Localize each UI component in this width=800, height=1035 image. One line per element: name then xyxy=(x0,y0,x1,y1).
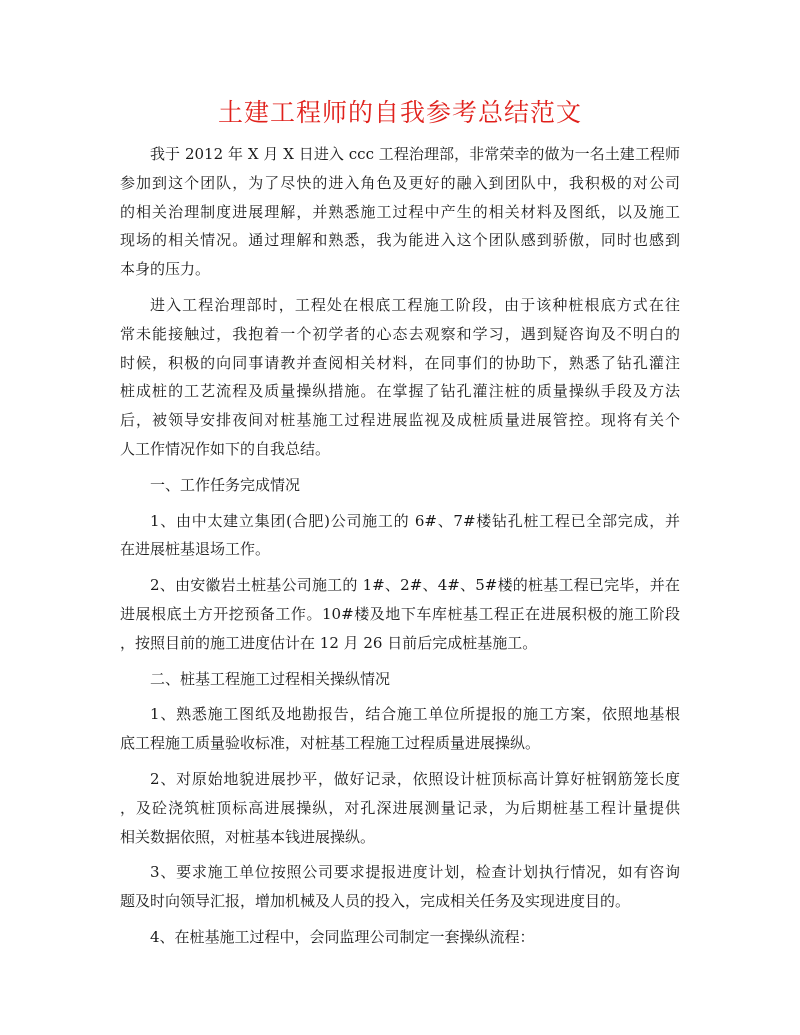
document-body xyxy=(120,140,680,952)
paragraph-line: 时候，积极的向同事请教并查阅相关材料，在同事们的协助下，熟悉了钻孔灌注 xyxy=(120,353,680,372)
paragraph-line: 2、由安徽岩土桩基公司施工的 1#、2#、4#、5#楼的桩基工程已完毕，并在 xyxy=(150,576,680,595)
paragraph-line: ，及砼浇筑桩顶标高进展操纵，对孔深进展测量记录，为后期桩基工程计量提供 xyxy=(120,798,680,817)
paragraph xyxy=(120,140,680,284)
paragraph xyxy=(120,507,680,565)
document-title: 土建工程师的自我参考总结范文 xyxy=(217,98,582,127)
paragraph-line: 人工作情况作如下的自我总结。 xyxy=(120,439,331,458)
paragraph-line: 2、对原始地貌进展抄平，做好记录，依照设计桩顶标高计算好桩钢筋笼长度 xyxy=(150,769,680,788)
paragraph-line: 相关数据依照，对桩基本钱进展操纵。 xyxy=(120,827,376,846)
paragraph xyxy=(120,923,680,952)
paragraph-line: 参加到这个团队，为了尽快的进入角色及更好的融入到团队中，我积极的对公司 xyxy=(120,173,680,192)
paragraph-line: 4、在桩基施工过程中，会同监理公司制定一套操纵流程： xyxy=(150,927,535,946)
paragraph-line: 一、工作任务完成情况 xyxy=(150,475,301,494)
paragraph-line: 1、熟悉施工图纸及地勘报告，结合施工单位所提报的施工方案，依照地基根 xyxy=(150,705,680,724)
paragraph-line: 后，被领导安排夜间对桩基施工过程进展监视及成桩质量进展管控。现将有关个 xyxy=(120,411,680,430)
paragraph-line: 的相关治理制度进展理解，并熟悉施工过程中产生的相关材料及图纸，以及施工 xyxy=(120,202,680,221)
paragraph xyxy=(120,471,680,500)
paragraph-line: 现场的相关情况。通过理解和熟悉，我为能进入这个团队感到骄傲，同时也感到 xyxy=(120,231,680,250)
paragraph-line: 进入工程治理部时，工程处在根底工程施工阶段，由于该种桩根底方式在往 xyxy=(150,295,680,314)
paragraph-line: 在进展桩基退场工作。 xyxy=(120,540,271,559)
paragraph-line: 1、由中太建立集团(合肥)公司施工的 6#、7#楼钻孔桩工程已全部完成，并 xyxy=(150,511,680,530)
paragraph-line: 桩成桩的工艺流程及质量操纵措施。在掌握了钻孔灌注桩的质量操纵手段及方法 xyxy=(120,382,680,401)
paragraph xyxy=(120,291,680,464)
paragraph xyxy=(120,571,680,657)
paragraph-line: 进展根底土方开挖预备工作。10#楼及地下车库桩基工程正在进展积极的施工阶段 xyxy=(120,604,680,623)
paragraph-line: 题及时向领导汇报，增加机械及人员的投入，完成相关任务及实现进度目的。 xyxy=(120,892,631,911)
paragraph-line: 本身的压力。 xyxy=(120,260,211,279)
paragraph xyxy=(120,665,680,694)
paragraph-line: 底工程施工质量验收标准，对桩基工程施工过程质量进展操纵。 xyxy=(120,734,541,753)
paragraph-line: 二、桩基工程施工过程相关操纵情况 xyxy=(150,669,391,688)
paragraph-line: 我于 2012 年 X 月 X 日进入 ccc 工程治理部，非常荣幸的做为一名土建工程师 xyxy=(150,145,680,163)
paragraph-line: 常未能接触过，我抱着一个初学者的心态去观察和学习，遇到疑咨询及不明白的 xyxy=(120,324,680,343)
paragraph-line: ，按照目前的施工进度估计在 12 月 26 日前后完成桩基施工。 xyxy=(120,633,538,652)
paragraph xyxy=(120,765,680,851)
paragraph-line: 3、要求施工单位按照公司要求提报进度计划，检查计划执行情况，如有咨询 xyxy=(150,863,680,882)
paragraph xyxy=(120,858,680,916)
paragraph xyxy=(120,700,680,758)
